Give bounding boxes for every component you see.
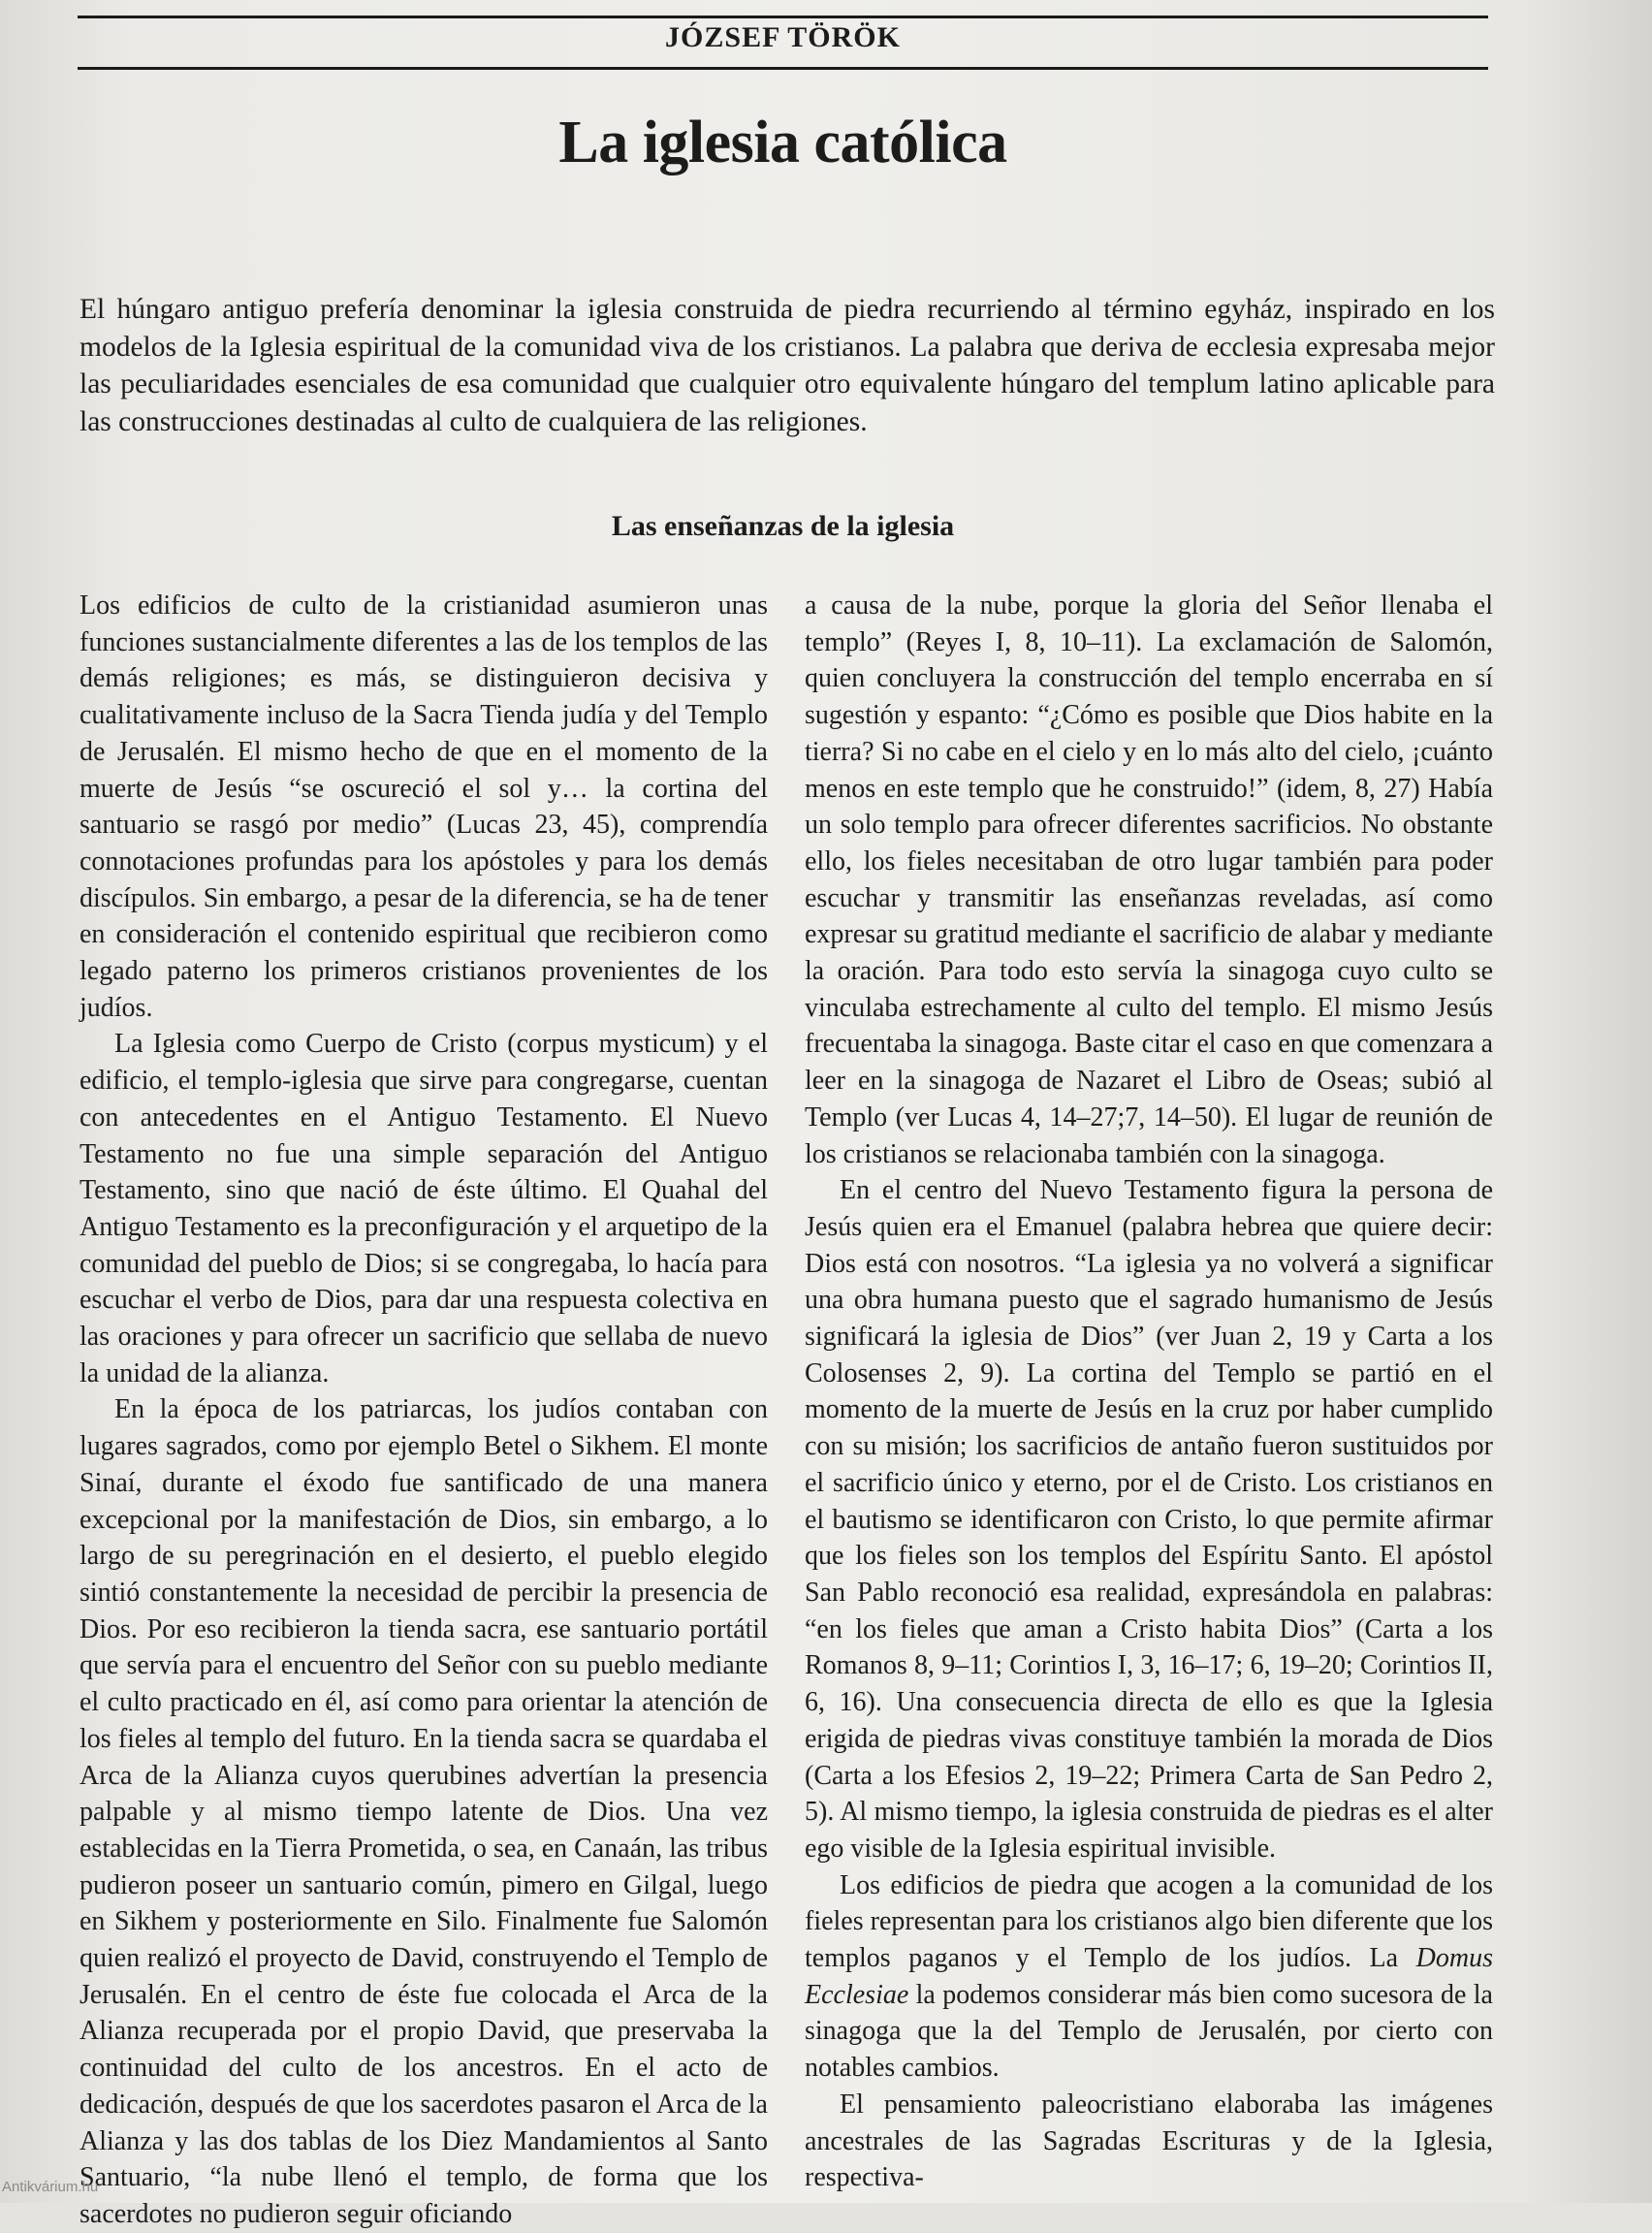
paragraph-text: Los edificios de piedra que acogen a la comunidad de los fieles representan para los cristianos algo bien diferente que los templos paganos y el Templo de los judíos. La: [805, 1869, 1493, 1974]
body-paragraph: En el centro del Nuevo Testamento figura la persona de Jesús quien era el Emanuel (palabra hebrea que quiere decir: Dios está con nosotros. “La iglesia ya no volverá a significar una obra humana puesto que el sagrado humanismo de Jesús significará la iglesia de Dios” (ver Juan 2, 19 y Carta a los Colosenses 2, 9). La cortina del Templo se partió en el momento de la muerte de Jesús en la cruz por haber cumplido con su misión; los sacrificios de antaño fueron sustituidos por el sacrificio único y eterno, por el de Cristo. Los cristianos en el bautismo se identificaron con Cristo, lo que permite afirmar que los fieles son los templos del Espíritu Santo. El apóstol San Pablo reconoció esa realidad, expresándola en palabras: “en los fieles que aman a Cristo habita Dios” (Carta a los Romanos 8, 9–11; Corintios I, 3, 16–17; 6, 19–20; Corintios II, 6, 16). Una consecuencia directa de ello es que la Iglesia erigida de piedras vivas constituye también la morada de Dios (Carta a los Efesios 2, 19–22; Primera Carta de San Pedro 2, 5). Al mismo tiempo, la iglesia construida de piedras es el alter ego visible de la Iglesia espiritual invisible.: [805, 1175, 1493, 1864]
section-heading: Las enseñanzas de la iglesia: [611, 510, 955, 542]
body-paragraph: El pensamiento paleocristiano elaboraba las imágenes ancestrales de las Sagradas Escrituras y de la Iglesia, respectiva-: [805, 2089, 1493, 2193]
italic-term: Domus Ecclesiae: [805, 1943, 1493, 2010]
article-title: La iglesia católica: [558, 110, 1007, 175]
right-column: [805, 588, 1493, 2196]
header-bottom-rule: [78, 67, 1488, 70]
body-paragraph: En la época de los patriarcas, los judíos contaban con lugares sagrados, como por ejemplo Betel o Sikhem. El monte Sinaí, durante el éxodo fue santificado de una manera excepcional por la manifestación de Dios, sin embargo, a lo largo de su peregrinación en el desierto, el pueblo elegido sintió constantemente la necesidad de percibir la presencia de Dios. Por eso recibieron la tienda sacra, ese santuario portátil que servía para el encuentro del Señor con su pueblo mediante el culto practicado en él, así como para orientar la atención de los fieles al templo del futuro. En la tienda sacra se quardaba el Arca de la Alianza cuyos querubines advertían la presencia palpable y al mismo tiempo latente de Dios. Una vez establecidas en la Tierra Prometida, o sea, en Canaán, las tribus pudieron poseer un santuario común, pimero en Gilgal, luego en Sikhem y posteriormente en Silo. Finalmente fue Salomón quien realizó el proyecto de David, construyendo el Templo de Jerusalén. En el centro de éste fue colocada el Arca de la Alianza recuperada por el propio David, que preservaba la continuidad del culto de los ancestros. En el acto de dedicación, después de que los sacerdotes pasaron el Arca de la Alianza y las dos tablas de los Diez Mandamientos al Santo Santuario, “la nube llenó el templo, de forma que los sacerdotes no pudieron seguir oficiando: [79, 1394, 768, 2229]
body-paragraph: a causa de la nube, porque la gloria del Señor llenaba el templo” (Reyes I, 8, 10–11). La exclamación de Salomón, quien concluyera la construcción del templo encerraba en sí sugestión y espanto: “¿Cómo es posible que Dios habite en la tierra? Si no cabe en el cielo y en lo más alto del cielo, ¡cuánto menos en este templo que he construido!” (idem, 8, 27) Había un solo templo para ofrecer diferentes sacrificios. No obstante ello, los fieles necesitaban de otro lugar también para poder escuchar y transmitir las enseñanzas reveladas, así como expresar su gratitud mediante el sacrificio de alabar y mediante la oración. Para todo esto servía la sinagoga cuyo culto se vinculaba estrechamente al culto del templo. El mismo Jesús frecuentaba la sinagoga. Baste citar el caso en que comenzara a leer en la sinagoga de Nazaret el Libro de Oseas; subió al Templo (ver Lucas 4, 14–27;7, 14–50). El lugar de reunión de los cristianos se relacionaba también con la sinagoga.: [805, 590, 1493, 1169]
intro-paragraph: El húngaro antiguo prefería denominar la iglesia construida de piedra recurriendo al término egyház, inspirado en los modelos de la Iglesia espiritual de la comunidad viva de los cristianos. La palabra que deriva de ecclesia expresaba mejor las peculiaridades esenciales de esa comunidad que cualquier otro equivalente húngaro del templum latino aplicable para las construcciones destinadas al culto de cualquiera de las religiones.: [79, 294, 1495, 437]
body-paragraph: La Iglesia como Cuerpo de Cristo (corpus mysticum) y el edificio, el templo-iglesia que sirve para congregarse, cuentan con antecedentes en el Antiguo Testamento. El Nuevo Testamento no fue una simple separación del Antiguo Testamento, sino que nació de éste último. El Quahal del Antiguo Testamento es la preconfiguración y el arquetipo de la comunidad del pueblo de Dios; si se congregaba, lo hacía para escuchar el verbo de Dios, para dar una respuesta colectiva en las oraciones y para ofrecer un sacrificio que sellaba de nuevo la unidad de la alianza.: [79, 1029, 768, 1388]
body-paragraph: [805, 1867, 1493, 2087]
paragraph-text: la podemos considerar más bien como sucesora de la sinagoga que la del Templo de Jerusalén, por cierto con notables cambios.: [805, 1979, 1493, 2084]
watermark: Antikvárium.hu: [2, 2179, 99, 2195]
running-header-author: JÓZSEF TÖRÖK: [665, 21, 901, 53]
header-top-rule: [78, 16, 1488, 18]
left-column: [79, 588, 768, 2233]
body-paragraph: Los edificios de culto de la cristianidad asumieron unas funciones sustancialmente diferentes a las de los templos de las demás religiones; es más, se distinguieron decisiva y cualitativamente incluso de la Sacra Tienda judía y del Templo de Jerusalén. El mismo hecho de que en el momento de la muerte de Jesús “se oscureció el sol y… la cortina del santuario se rasgó por medio” (Lucas 23, 45), comprendía connotaciones profundas para los apóstoles y para los demás discípulos. Sin embargo, a pesar de la diferencia, se ha de tener en consideración el contenido espiritual que recibieron como legado paterno los primeros cristianos provenientes de los judíos.: [79, 590, 768, 1023]
